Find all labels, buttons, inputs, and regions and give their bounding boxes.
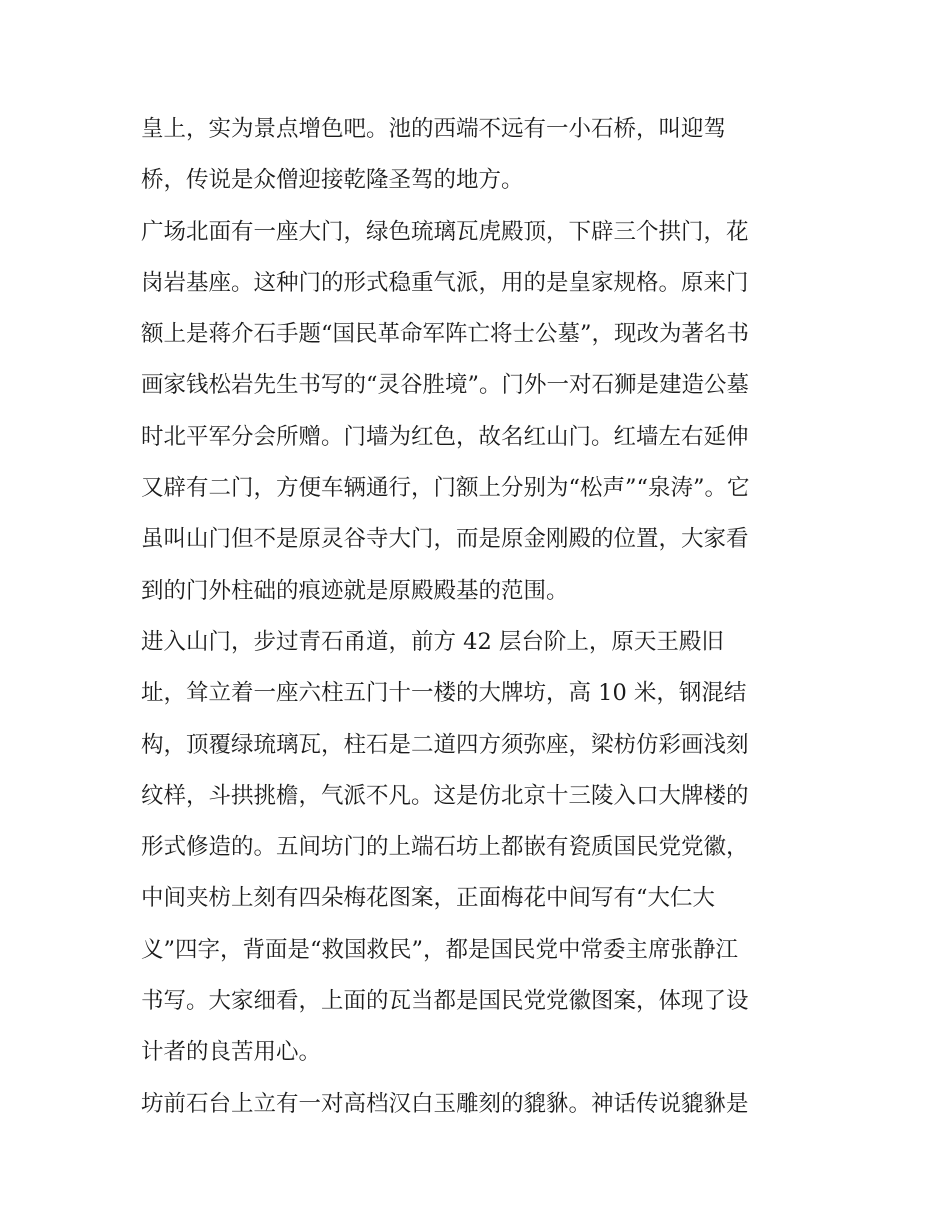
text-line: 中间夹枋上刻有四朵梅花图案，正面梅花中间写有“大仁大 [141, 885, 716, 912]
text-line: 皇上，实为景点增色吧。池的西端不远有一小石桥，叫迎驾 [141, 116, 727, 142]
text-line: 义”四字，背面是“救国救民”，都是国民党中常委主席张静江 [141, 936, 739, 963]
text-line: 岗岩基座。这种门的形式稳重气派，用的是皇家规格。原来门 [141, 269, 749, 296]
text-line: 书写。大家细看，上面的瓦当都是国民党党徽图案，体现了设 [141, 988, 749, 1015]
text-line: 纹样，斗拱挑檐，气派不凡。这是仿北京十三陵入口大牌楼的 [141, 782, 749, 809]
text-line: 额上是蒋介石手题“国民革命军阵亡将士公墓”，现改为著名书 [141, 321, 750, 348]
text-line: 画家钱松岩先生书写的“灵谷胜境”。门外一对石狮是建造公墓 [141, 372, 750, 399]
text-line: 时北平军分会所赠。门墙为红色，故名红山门。红墙左右延伸 [141, 423, 749, 450]
text-line: 桥，传说是众僧迎接乾隆圣驾的地方。 [141, 167, 524, 194]
text-line: 址，耸立着一座六柱五门十一楼的大牌坊，高 10 米，钢混结 [141, 680, 747, 707]
text-line: 进入山门，步过青石甬道，前方 42 层台阶上，原天王殿旧 [141, 628, 724, 655]
text-line: 到的门外柱础的痕迹就是原殿殿基的范围。 [141, 577, 569, 604]
text-line: 广场北面有一座大门，绿色琉璃瓦虎殿顶，下辟三个拱门，花 [141, 218, 749, 245]
text-line: 形式修造的。五间坊门的上端石坊上都嵌有瓷质国民党党徽， [141, 834, 749, 861]
text-line: 虽叫山门但不是原灵谷寺大门，而是原金刚殿的位置，大家看 [141, 526, 749, 553]
text-line: 计者的良苦用心。 [141, 1039, 322, 1066]
text-line: 构，顶覆绿琉璃瓦，柱石是二道四方须弥座，梁枋仿彩画浅刻 [141, 731, 749, 758]
document-body [141, 104, 813, 1130]
text-line: 又辟有二门，方便车辆通行，门额上分别为“松声”“泉涛”。它 [141, 475, 750, 502]
text-line: 坊前石台上立有一对高档汉白玉雕刻的貔貅。神话传说貔貅是 [141, 1090, 749, 1117]
